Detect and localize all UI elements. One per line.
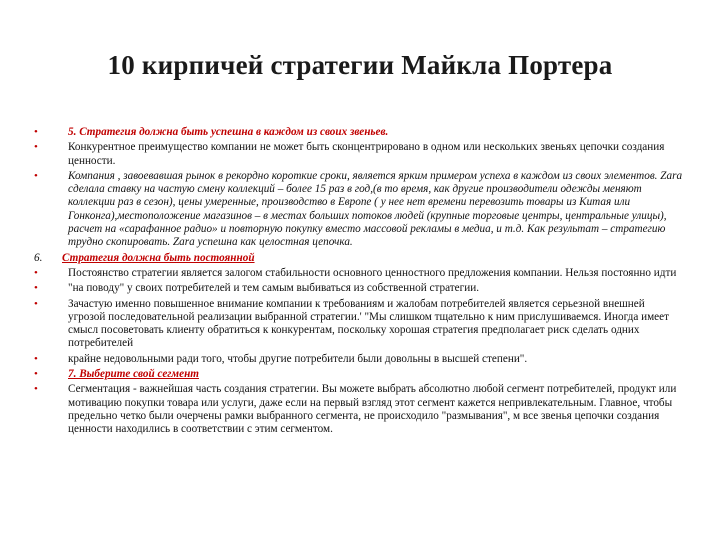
item-number: 6. (34, 251, 43, 264)
slide-title: 10 кирпичей стратегии Майкла Портера (107, 50, 613, 80)
list-item (34, 126, 684, 139)
list-item (34, 267, 684, 280)
item-text: Постоянство стратегии является залогом стабильности основного ценностного предложения компании. Нельзя постоянно идти (68, 266, 677, 279)
item-text: Стратегия должна быть постоянной (62, 251, 255, 264)
list-item (34, 353, 684, 366)
list-item (34, 298, 684, 351)
bullet-icon: • (34, 266, 38, 279)
item-text: Компания , завоевавшая рынок в рекордно короткие сроки, является ярким примером успеха в каждом из своих элементов. Zara сделала ставку на частую смену коллекций – более 15 раз в год,(в то время, как другие производители одежды меняют коллекции раз в сезон), цены умеренные, производство в Европе ( у нее нет времени перевозить товары из Китая или Гонконга),местоположение магазинов – в местах больших потоков людей (крупные торговые центры, центральные улицы), расчет на «сарафанное радио» и повторную покупку вместо массовой рекламы в медиа, и т.д. Как результат – стратегию трудно скопировать. Zara успешна как целостная цепочка. (68, 169, 683, 249)
bullet-icon: • (34, 383, 38, 396)
item-text: "на поводу" у своих потребителей и тем самым выбиваться из собственной стратегии. (68, 282, 480, 295)
bullet-icon: • (34, 126, 38, 138)
bullet-icon: • (34, 368, 38, 381)
slide-body (34, 126, 684, 439)
list-item (34, 383, 684, 436)
item-text: 7. Выберите свой сегмент (68, 368, 199, 381)
item-text: Сегментация - важнейшая часть создания стратегии. Вы можете выбрать абсолютно любой сегмент потребителей, продукт или мотивацию покупки товара или услуги, даже если на первый взгляд этот сегмент кажется непривлекательным. Главное, чтобы предельно четко были очерчены рамки выбранного сегмента, не происходило "размывания", м все звенья цепочки создания ценности находились в соответствии с этим сегментом. (68, 383, 677, 436)
item-text: Зачастую именно повышенное внимание компании к требованиям и жалобам потребителей является серьезной внешней угрозой последовательной реализации выбранной стратегии.' "Мы слишком тщательно к ним прислушиваемся. Иногда имеет смысл посоветовать клиенту обратиться к конкурентам, поскольку хорошая стратегия предполагает риск сделать одних потребителей (68, 297, 669, 350)
bullet-icon: • (34, 141, 38, 154)
bullet-icon: • (34, 352, 38, 365)
list-item (34, 141, 684, 168)
item-text: Конкурентное преимущество компании не может быть сконцентрировано в одном или нескольких звеньях цепочки создания ценности. (68, 141, 665, 167)
list-item (34, 170, 684, 250)
bullet-icon: • (34, 282, 38, 295)
bullet-icon: • (34, 297, 38, 310)
list-item (34, 368, 684, 381)
list-item (34, 252, 684, 265)
item-text: 5. Стратегия должна быть успешна в каждом из своих звеньев. (68, 126, 389, 138)
list-item (34, 282, 684, 295)
item-text: крайне недовольными ради того, чтобы другие потребители были довольны в высшей степени". (68, 352, 528, 365)
bullet-icon: • (34, 169, 38, 182)
